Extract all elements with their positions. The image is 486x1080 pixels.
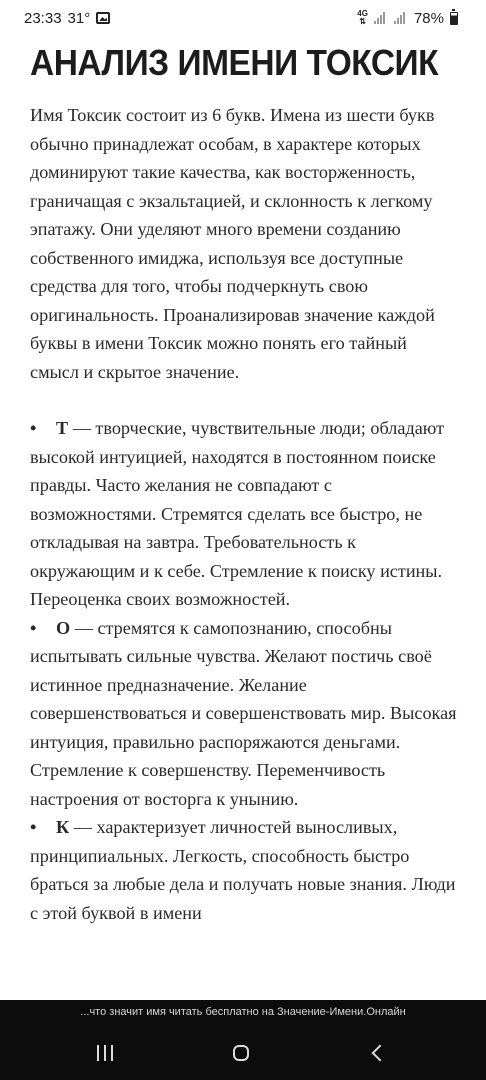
letter-description: — творческие, чувствительные люди; обладают высокой интуицией, находятся в постоянном поиске правды. Часто желания не совпадают с возможностями. Стремятся сделать все быстро, не откладывая на завтра. Требовательность к окружающим и к себе. Стремление к поиску истины. Переоценка своих возможностей. [30,418,445,609]
recents-button[interactable] [75,1038,135,1068]
home-icon [233,1045,249,1061]
page-title: АНАЛИЗ ИМЕНИ ТОКСИК [30,42,439,83]
battery-icon [450,12,458,25]
bullet: • [30,418,37,438]
bullet: • [30,817,37,837]
letter: Т [56,418,69,438]
letter-list [30,414,460,927]
status-right [357,10,458,27]
status-bar [0,0,486,36]
letter-description: — характеризует личностей выносливых, принципиальных. Легкость, способность быстро браться за любые дела и получать новые знания. Люди с этой буквой в имени [30,817,456,923]
battery-percent: 78% [413,9,444,27]
status-left [24,10,110,27]
back-button[interactable] [347,1038,407,1068]
letter: К [56,817,70,837]
letter-description: — стремятся к самопознанию, способны испытывать сильные чувства. Желают постичь своё истинное предназначение. Желание совершенствоваться и совершенствовать мир. Высокая интуиция, правильно распоряжаются деньгами. Стремление к совершенству. Переменчивость настроения от восторга к унынию. [30,617,457,809]
image-icon [96,12,110,24]
signal-icon [374,12,388,24]
article-body [30,101,460,927]
navigation-bar [0,1024,486,1080]
bullet: • [30,617,37,638]
back-icon [372,1045,389,1062]
list-item [30,614,460,814]
recents-icon [97,1045,113,1061]
clock: 23:33 [24,9,62,27]
source-caption: ...что значит имя читать бесплатно на Значение-Имени.Онлайн [80,1006,406,1018]
home-button[interactable] [211,1038,271,1068]
weather-notification: 31° [67,9,91,27]
network-4g-icon: 4G ⇅ [357,9,368,26]
intro-paragraph: Имя Токсик состоит из 6 букв. Имена из шести букв обычно принадлежат особам, в характере которых доминируют такие качества, как восторженность, граничащая с экзальтацией, и склонность к легкому эпатажу. Они уделяют много времени созданию собственного имиджа, используя все доступные средства для того, чтобы подчеркнуть свою оригинальность. Проанализировав значение каждой буквы в имени Токсик можно понять его тайный смысл и скрытое значение. [30,105,435,382]
signal-icon [394,12,408,24]
list-item [30,813,460,927]
list-item [30,414,460,614]
letter: О [56,617,71,638]
